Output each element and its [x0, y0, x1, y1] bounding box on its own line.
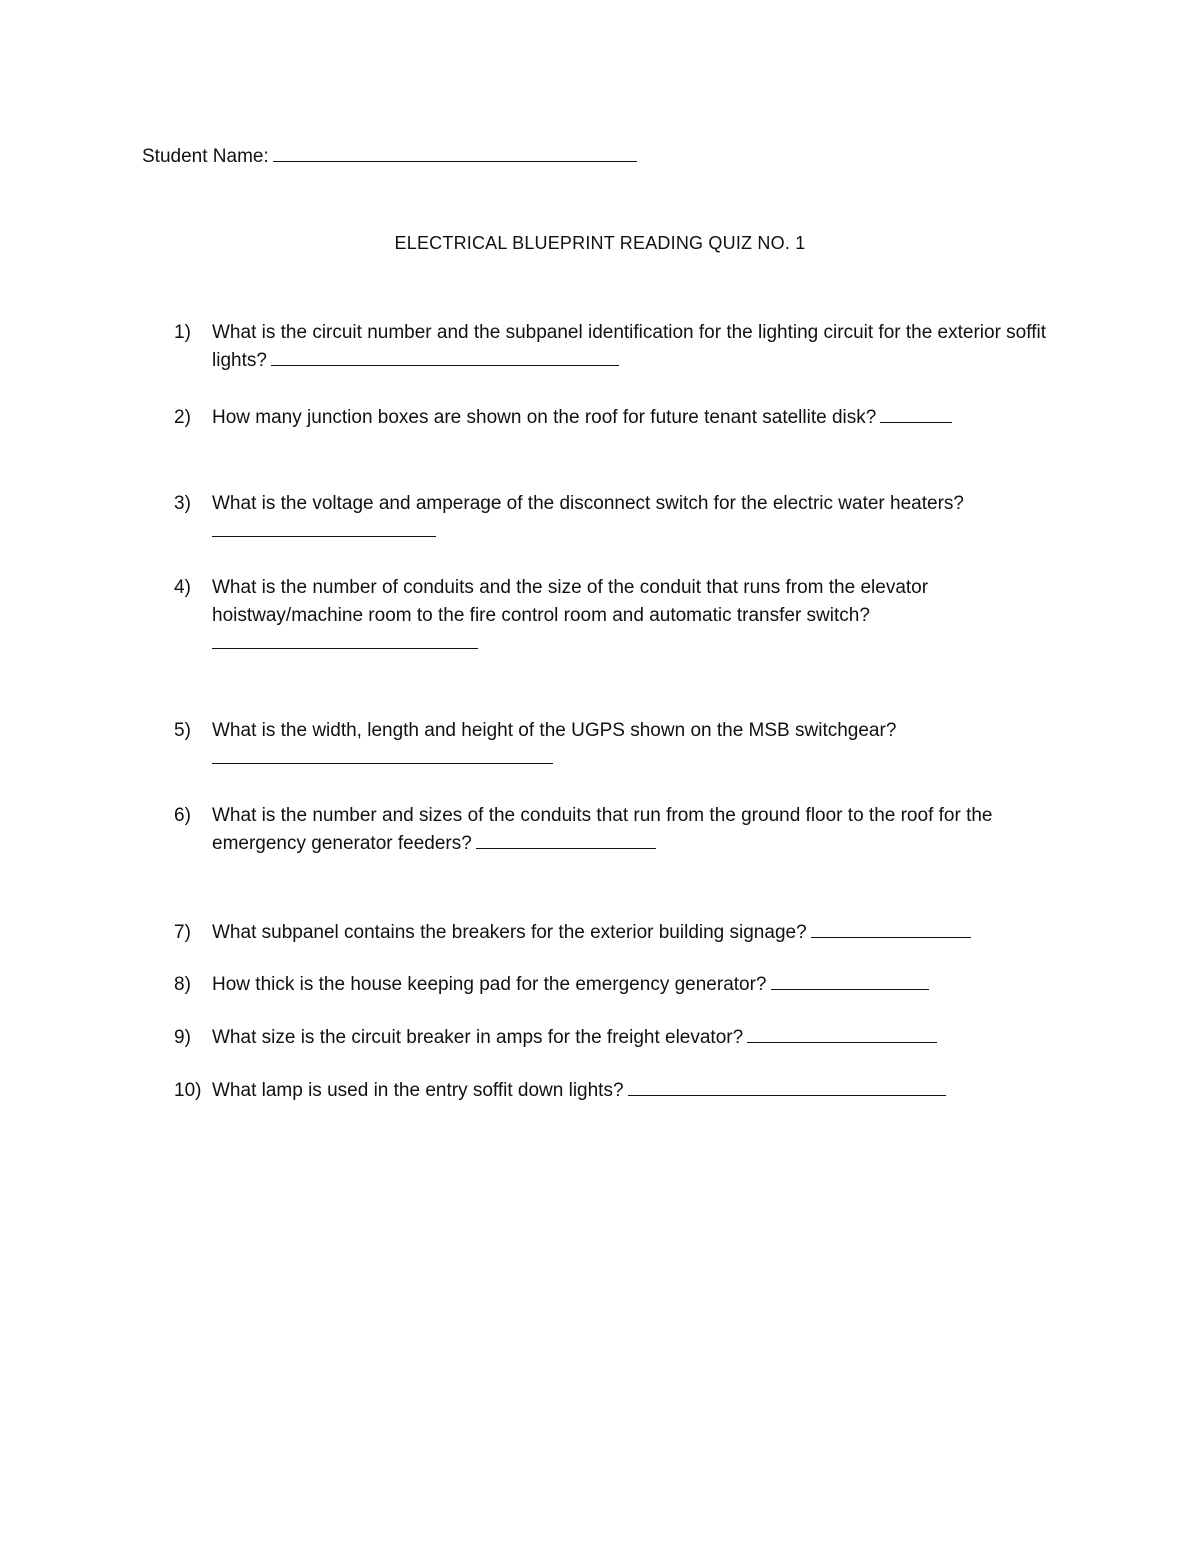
question-number: 7) — [174, 922, 191, 943]
question-text: What lamp is used in the entry soffit down lights? — [212, 1080, 624, 1101]
question-number: 8) — [174, 974, 191, 995]
question-number: 4) — [174, 577, 191, 598]
quiz-title: ELECTRICAL BLUEPRINT READING QUIZ NO. 1 — [394, 233, 806, 253]
question-text: What is the width, length and height of the UGPS shown on the MSB switchgear? — [212, 720, 897, 741]
question-number: 6) — [174, 805, 191, 826]
question-text: How thick is the house keeping pad for the emergency generator? — [212, 974, 767, 995]
student-name-blank[interactable] — [273, 143, 637, 162]
question-2 — [174, 404, 1064, 432]
answer-blank-5[interactable] — [212, 747, 553, 764]
question-number: 2) — [174, 407, 191, 428]
question-5 — [174, 717, 1064, 764]
question-4 — [174, 574, 1064, 649]
answer-blank-3[interactable] — [212, 520, 436, 537]
answer-blank-2[interactable] — [880, 404, 952, 423]
question-10 — [174, 1077, 1064, 1105]
student-name-label: Student Name: — [142, 146, 269, 167]
question-text: What is the number and sizes of the conduits that run from the ground floor to the roof for the emergency generator feeders? — [212, 805, 993, 854]
answer-blank-9[interactable] — [747, 1024, 937, 1043]
question-number: 3) — [174, 493, 191, 514]
answer-blank-1[interactable] — [271, 347, 619, 366]
question-3 — [174, 490, 1064, 537]
answer-blank-4[interactable] — [212, 632, 478, 649]
question-6 — [174, 802, 1064, 858]
question-9 — [174, 1024, 1064, 1052]
answer-blank-8[interactable] — [771, 971, 929, 990]
question-number: 1) — [174, 322, 191, 343]
question-text: What is the voltage and amperage of the disconnect switch for the electric water heaters? — [212, 493, 964, 514]
question-text: What subpanel contains the breakers for the exterior building signage? — [212, 922, 807, 943]
question-1 — [174, 319, 1064, 375]
answer-blank-10[interactable] — [628, 1077, 946, 1096]
student-name-row — [142, 143, 637, 170]
question-text: How many junction boxes are shown on the roof for future tenant satellite disk? — [212, 407, 877, 428]
answer-blank-6[interactable] — [476, 830, 656, 849]
question-8 — [174, 971, 1064, 999]
question-text: What is the number of conduits and the size of the conduit that runs from the elevator hoistway/machine room to the fire control room and automatic transfer switch? — [212, 577, 929, 626]
question-number: 5) — [174, 720, 191, 741]
question-7 — [174, 919, 1064, 947]
question-number: 10) — [174, 1080, 202, 1101]
question-text: What size is the circuit breaker in amps for the freight elevator? — [212, 1027, 744, 1048]
answer-blank-7[interactable] — [811, 919, 971, 938]
question-text: What is the circuit number and the subpanel identification for the lighting circuit for the exterior soffit lights? — [212, 322, 1046, 371]
question-number: 9) — [174, 1027, 191, 1048]
